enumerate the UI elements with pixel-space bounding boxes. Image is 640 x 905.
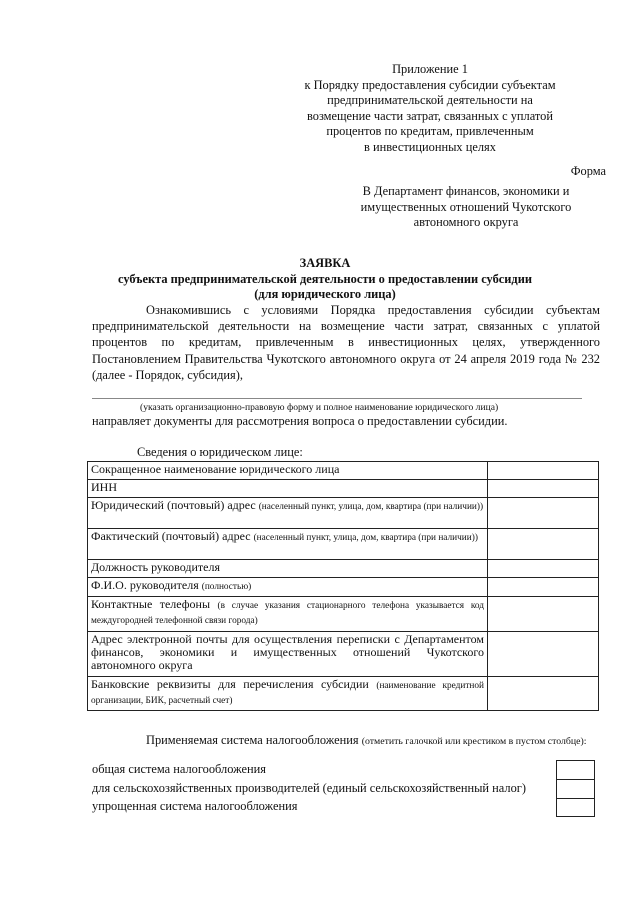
row-label-text: Ф.И.О. руководителя [91, 578, 199, 592]
row-value-cell[interactable] [488, 676, 599, 710]
row-value-cell[interactable] [488, 597, 599, 631]
addressee-block [330, 184, 602, 231]
row-label-note: (населенный пункт, улица, дом, квартира (при наличии)) [258, 502, 484, 512]
document-title [60, 256, 590, 303]
appendix-line: в инвестиционных целях [364, 139, 496, 154]
row-value-cell[interactable] [488, 462, 599, 480]
tax-option-general: общая система налогообложения [92, 762, 266, 776]
company-name-line[interactable] [92, 398, 582, 399]
row-label-text: Должность руководителя [91, 560, 220, 574]
table-row [88, 631, 599, 676]
row-label [88, 560, 488, 578]
form-label: Форма [570, 164, 606, 178]
appendix-line: процентов по кредитам, привлеченным [326, 124, 534, 139]
row-value-cell[interactable] [488, 578, 599, 597]
tax-checkbox-general[interactable] [557, 761, 594, 780]
row-label-text: Адрес электронной почты для осуществления переписки с Департаментом финансов, экономики и имущественных отношений Чукотского автономного округа [91, 631, 484, 673]
title-subject: субъекта предпринимательской деятельности о предоставлении субсидии [118, 271, 532, 286]
addressee-line: автономного округа [413, 215, 519, 230]
row-label [88, 631, 488, 676]
table-row [88, 676, 599, 710]
company-name-hint: (указать организационно-правовую форму и полное наименование юридического лица) [140, 402, 499, 413]
row-label-text: Юридический (почтовый) адрес [91, 498, 256, 512]
row-label-note: (наименование кредитной организации, БИК, расчетный счет) [91, 680, 485, 706]
tax-system-intro [92, 733, 600, 750]
row-value-cell[interactable] [488, 498, 599, 529]
appendix-header [300, 62, 560, 156]
title-heading: ЗАЯВКА [299, 256, 351, 270]
row-label [88, 498, 488, 529]
table-row [88, 480, 599, 498]
appendix-line: возмещение части затрат, связанных с уплатой [306, 108, 553, 123]
intro-text: Ознакомившись с условиями Порядка предоставления субсидии субъектам предпринимательской деятельности на возмещение части затрат, связанных с уплатой процентов по кредитам, привлеченным в инвестиционных целях, утвержденного Постановлением Правительства Чукотского автономного округа от 24 апреля 2019 года № 232 (далее - Порядок, субсидия), [92, 303, 600, 382]
row-label-text: Контактные телефоны [91, 597, 211, 612]
row-value-cell[interactable] [488, 480, 599, 498]
table-row [88, 529, 599, 560]
tax-intro-text: Применяемая система налогообложения [146, 733, 359, 747]
row-label-note: (в случае указания стационарного телефона указывается код междугородней телефонной связи города) [91, 601, 485, 627]
intro-paragraph [92, 302, 600, 383]
info-heading: Сведения о юридическом лице: [137, 445, 303, 459]
table-row [88, 560, 599, 578]
row-value-cell[interactable] [488, 631, 599, 676]
row-label [88, 676, 488, 710]
appendix-line: предпринимательской деятельности на [327, 93, 533, 108]
row-label-text: Сокращенное наименование юридического лица [91, 462, 340, 476]
row-label-text: Банковские реквизиты для перечисления субсидии [91, 676, 369, 691]
row-label-text: Фактический (почтовый) адрес [91, 529, 251, 543]
tax-checkbox-column [556, 760, 595, 817]
sends-documents-text: направляет документы для рассмотрения вопроса о предоставлении субсидии. [92, 414, 508, 428]
row-label [88, 480, 488, 498]
row-value-cell[interactable] [488, 529, 599, 560]
legal-entity-table [87, 461, 599, 711]
row-value-cell[interactable] [488, 560, 599, 578]
table-row [88, 462, 599, 480]
tax-option-simplified: упрощенная система налогообложения [92, 799, 298, 813]
appendix-line: к Порядку предоставления субсидии субъектам [304, 77, 556, 92]
tax-intro-note: (отметить галочкой или крестиком в пустом столбце): [361, 736, 587, 747]
addressee-line: В Департамент финансов, экономики и [362, 184, 570, 198]
tax-checkbox-agricultural[interactable] [557, 780, 594, 799]
row-label-note: (населенный пункт, улица, дом, квартира (при наличии)) [253, 533, 478, 543]
tax-option-agricultural: для сельскохозяйственных производителей (единый сельскохозяйственный налог) [92, 781, 526, 795]
row-label-note: (полностью) [201, 582, 252, 592]
row-label [88, 578, 488, 597]
row-label [88, 462, 488, 480]
addressee-line: имущественных отношений Чукотского [360, 199, 572, 214]
tax-checkbox-simplified[interactable] [557, 799, 594, 816]
row-label-text: ИНН [91, 480, 117, 494]
row-label [88, 597, 488, 631]
table-row [88, 578, 599, 597]
table-row [88, 597, 599, 631]
table-row [88, 498, 599, 529]
row-label [88, 529, 488, 560]
title-entity-type: (для юридического лица) [254, 287, 396, 302]
appendix-line: Приложение 1 [392, 62, 468, 76]
